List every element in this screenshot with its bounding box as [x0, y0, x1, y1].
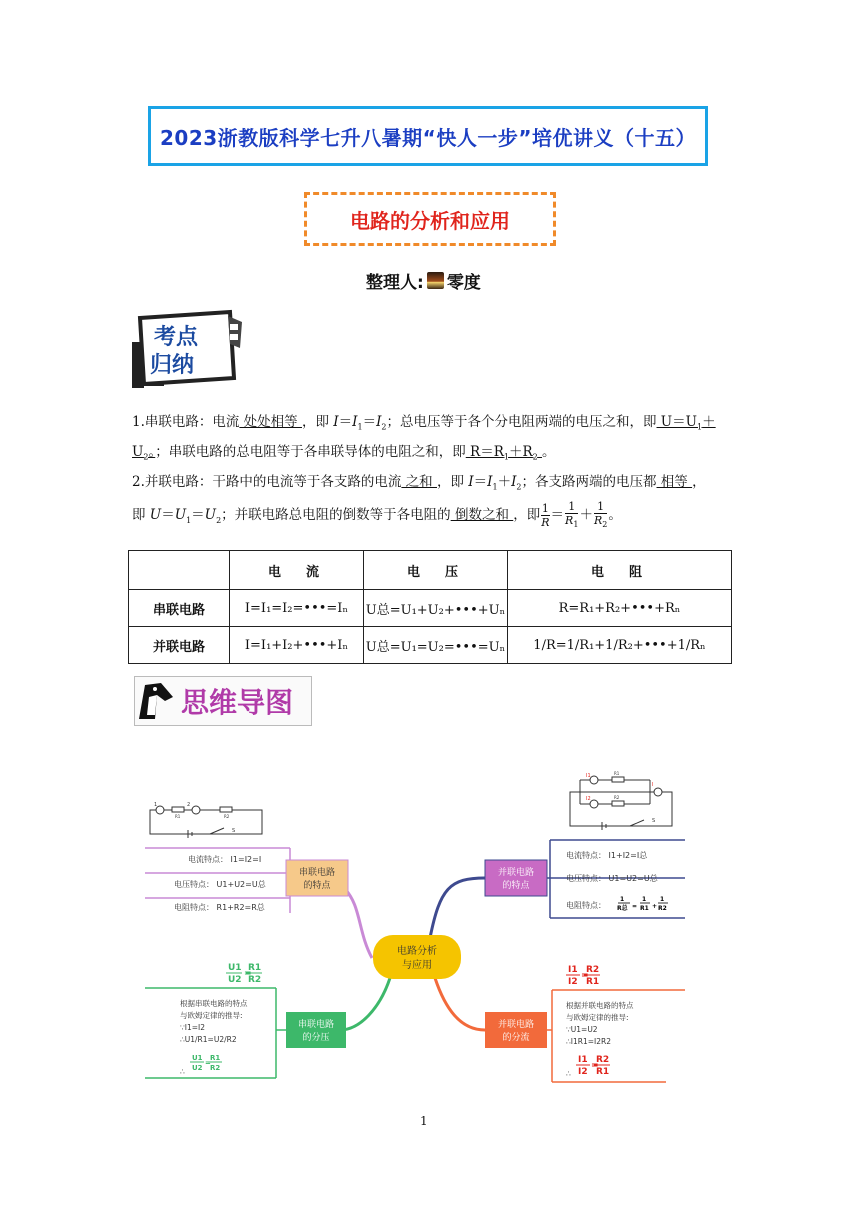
svg-text:I1: I1: [568, 965, 578, 975]
svg-text:I: I: [652, 782, 654, 788]
shunt-ratio-formula: [566, 965, 600, 987]
svg-text:R总: R总: [617, 905, 628, 912]
svg-text:I1: I1: [586, 773, 591, 779]
organizer-name: 零度: [446, 273, 481, 293]
center-label-2: 与应用: [402, 960, 432, 971]
document-title-box: [148, 106, 708, 166]
parallel-branch: [430, 878, 485, 938]
series-ratio-formula: [226, 963, 262, 985]
key-points-badge: [130, 308, 248, 390]
svg-text:∴I1R1=I2R2: ∴I1R1=I2R2: [566, 1037, 611, 1046]
shunt-result-formula: [576, 1055, 610, 1077]
divider-branch: [340, 978, 390, 1030]
svg-text:∵I1=I2: ∵I1=I2: [180, 1023, 206, 1032]
svg-text:U1: U1: [228, 963, 242, 973]
svg-text:R1: R1: [596, 1067, 610, 1077]
svg-text:R2: R2: [210, 1064, 221, 1072]
svg-text:=: =: [244, 969, 252, 979]
svg-text:并联电路: 并联电路: [497, 1020, 535, 1030]
svg-text:U2: U2: [192, 1064, 203, 1072]
svg-text:并联电路: 并联电路: [497, 868, 535, 878]
series-current: 电流特点： I1=I2=I: [188, 855, 262, 864]
svg-text:串联电路: 串联电路: [297, 1020, 335, 1030]
svg-text:+: +: [652, 903, 658, 910]
series-circuit-paragraph: 1.串联电路：电流 处处相等 ，即 $I=I_1=I_2$；总电压等于各个分电阻两端的电压之和，即 $U=U_1+U_2$。；串联电路的总电阻等于各串联导体的电阻之和，即 $R=R_1+R_2$ 。: [132, 414, 716, 462]
table-cell: U总=U₁+U₂+•••+Uₙ: [364, 590, 508, 627]
section-title-box: [304, 192, 556, 246]
table-row: [129, 590, 732, 627]
svg-text:∵U1=U2: ∵U1=U2: [566, 1025, 598, 1034]
svg-text:R1: R1: [640, 905, 649, 912]
table-header-cell: 电 压: [364, 551, 508, 590]
table-row: [129, 627, 732, 664]
svg-text:的特点: 的特点: [303, 881, 331, 891]
svg-text:∴: ∴: [180, 1067, 185, 1076]
svg-text:1: 1: [642, 896, 647, 903]
svg-text:∴: ∴: [566, 1069, 571, 1078]
organizer-label: 整理人:: [366, 273, 424, 293]
svg-text:=: =: [205, 1059, 211, 1067]
svg-text:根据串联电路的特点: 根据串联电路的特点: [180, 999, 248, 1008]
table-header-cell: [129, 551, 230, 590]
svg-text:I1: I1: [578, 1055, 588, 1065]
svg-text:串联电路: 串联电路: [298, 868, 336, 878]
table-header-cell: 电 阻: [508, 551, 732, 590]
svg-text:R1: R1: [586, 977, 600, 987]
series-resistance: 电阻特点： R1+R2=R总: [174, 903, 265, 912]
parallel-circuit-paragraph: 2.并联电路：干路中的电流等于各支路的电流 之和 ，即 $I=I_1+I_2$；各支路两端的电压都 相等 ， 即 $U=U_1=U_2$；并联电路总电阻的倒数等于各电阻的 倒数之和 ，即 $\frac{1}{R}$ ＝ $\frac{1}{R_1}$ ＋ $\frac{1}{R_2}$ 。: [132, 474, 706, 529]
sunset-icon: [427, 272, 444, 289]
svg-text:的特点: 的特点: [502, 881, 530, 891]
svg-text:=: =: [591, 1061, 599, 1071]
center-label-1: 电路分析: [397, 946, 437, 957]
svg-text:与欧姆定律的推导:: 与欧姆定律的推导:: [566, 1013, 629, 1022]
mindmap-banner: [134, 676, 312, 726]
badge-line2: 归纳: [150, 353, 195, 378]
row-label: 串联电路: [129, 590, 230, 627]
center-node: [373, 935, 461, 979]
svg-text:=: =: [581, 971, 589, 981]
section-title: 电路的分析和应用: [350, 208, 510, 233]
svg-text:U1: U1: [192, 1054, 203, 1062]
mindmap-banner-text: 思维导图: [181, 686, 294, 719]
svg-text:1: 1: [660, 896, 665, 903]
svg-text:1: 1: [154, 802, 158, 808]
svg-text:1: 1: [620, 896, 625, 903]
svg-text:S: S: [652, 818, 656, 824]
row-label: 并联电路: [129, 627, 230, 664]
svg-text:=: =: [632, 903, 638, 910]
svg-text:I2: I2: [568, 977, 578, 987]
page-number: 1: [420, 1114, 428, 1128]
svg-text:I2: I2: [578, 1067, 588, 1077]
svg-text:S: S: [232, 828, 236, 834]
svg-text:R2: R2: [248, 975, 262, 985]
svg-text:根据并联电路的特点: 根据并联电路的特点: [566, 1001, 634, 1010]
summary-table: [128, 550, 732, 664]
table-cell: I=I₁=I₂=•••=Iₙ: [230, 590, 364, 627]
svg-text:∴U1/R1=U2/R2: ∴U1/R1=U2/R2: [180, 1035, 237, 1044]
parallel-resistance-formula: [617, 896, 668, 912]
svg-text:的分压: 的分压: [302, 1033, 330, 1043]
document-title: 2023浙教版科学七升八暑期“快人一步”培优讲义（十五）: [160, 125, 696, 150]
parallel-circuit-diagram: [570, 776, 672, 830]
parallel-resistance-label: 电阻特点：: [566, 901, 606, 910]
series-voltage: 电压特点： U1+U2=U总: [174, 880, 266, 889]
badge-line1: 考点: [154, 325, 199, 350]
table-cell: 1/R=1/R₁+1/R₂+•••+1/Rₙ: [508, 627, 732, 664]
svg-text:R2: R2: [586, 965, 600, 975]
organizer-line: [366, 268, 481, 293]
svg-text:R2: R2: [658, 905, 667, 912]
table-cell: R=R₁+R₂+•••+Rₙ: [508, 590, 732, 627]
svg-text:R1: R1: [210, 1054, 221, 1062]
svg-text:2: 2: [187, 802, 191, 808]
table-header-cell: 电 流: [230, 551, 364, 590]
svg-text:R1: R1: [614, 771, 620, 776]
svg-text:R2: R2: [614, 795, 620, 800]
svg-text:I2: I2: [586, 796, 591, 802]
svg-text:R1: R1: [248, 963, 262, 973]
table-header-row: [129, 551, 732, 590]
svg-text:R2: R2: [596, 1055, 610, 1065]
svg-text:U2: U2: [228, 975, 242, 985]
parallel-current: 电流特点： I1+I2=I总: [566, 851, 648, 860]
shunt-branch: [435, 978, 485, 1030]
table-cell: U总=U₁=U₂=•••=Uₙ: [364, 627, 508, 664]
series-circuit-diagram: [150, 806, 262, 838]
svg-text:与欧姆定律的推导:: 与欧姆定律的推导:: [180, 1011, 243, 1020]
penguin-icon: [135, 679, 177, 723]
table-cell: I=I₁+I₂+•••+Iₙ: [230, 627, 364, 664]
svg-text:R2: R2: [224, 814, 230, 819]
parallel-voltage: 电压特点： U1=U2=U总: [566, 874, 658, 883]
svg-text:的分流: 的分流: [502, 1033, 530, 1043]
series-result-formula: [190, 1054, 222, 1072]
svg-text:R1: R1: [175, 814, 181, 819]
mindmap-diagram: [140, 768, 700, 1098]
